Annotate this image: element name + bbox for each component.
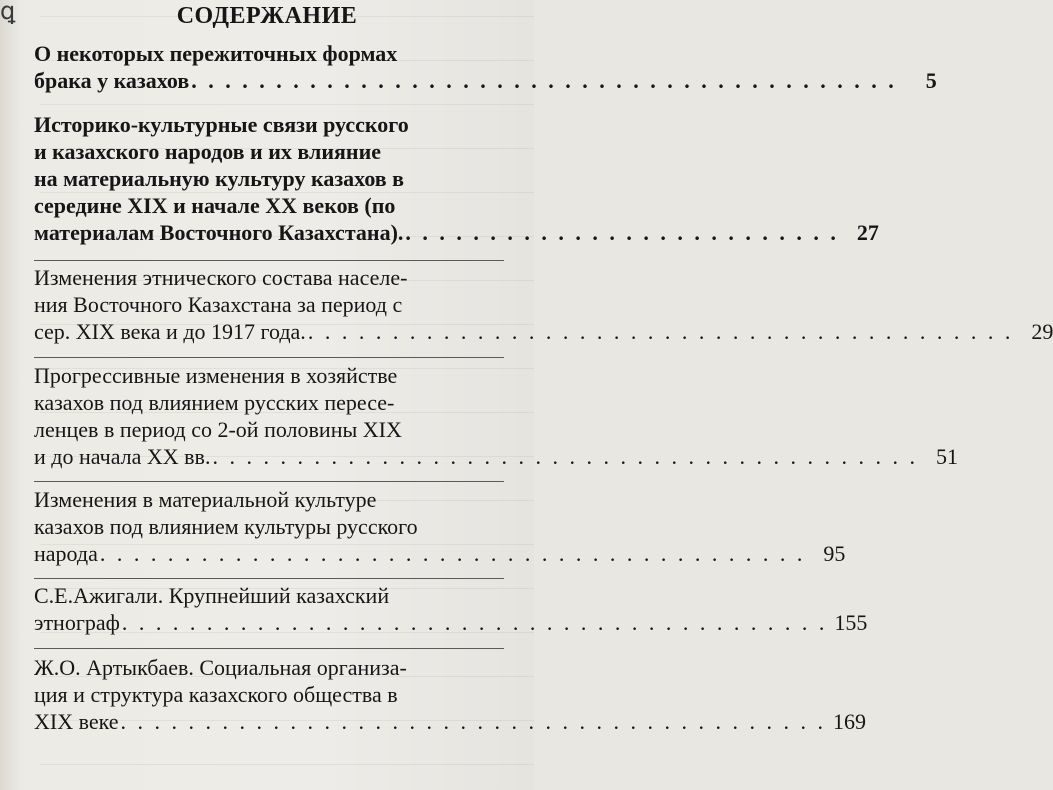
toc-entry-title-line: Изменения этнического состава населе- bbox=[34, 265, 408, 290]
dot-leader: . . . . . . . . . . . . . . . . . . . . . . . . . . . . . . . . . . . . . . . . . . bbox=[307, 319, 1014, 344]
toc-entry-title-line: ленцев в период со 2-ой половины XIX bbox=[34, 417, 402, 442]
toc-entry bbox=[34, 111, 879, 246]
toc-entry-title-line: казахов под влиянием русских пересе- bbox=[34, 390, 395, 415]
toc-entry-title-line: О некоторых пережиточных формах bbox=[34, 41, 398, 66]
toc-entry-title-line: XIX веке bbox=[34, 709, 119, 734]
toc-entry-title-line: сер. XIX века и до 1917 года. bbox=[34, 319, 306, 344]
toc-page-number: 27 bbox=[856, 220, 879, 245]
toc-page-number: 5 bbox=[925, 68, 937, 93]
toc-entry-title-line: Историко-культурные связи русского bbox=[34, 112, 409, 137]
toc-entry-title-line: ния Восточного Казахстана за период с bbox=[34, 292, 403, 317]
toc-page-number: 95 bbox=[823, 541, 846, 566]
toc-entry-title-line: казахов под влиянием культуры русского bbox=[34, 514, 418, 539]
toc-entry-title-line: на материальную культуру казахов в bbox=[34, 166, 405, 191]
entry-separator bbox=[34, 481, 504, 482]
toc-entry bbox=[34, 654, 867, 735]
toc-entry-title-line: брака у казахов bbox=[34, 68, 190, 93]
contents-heading: СОДЕРЖАНИЕ bbox=[176, 3, 358, 29]
toc-entry bbox=[34, 362, 958, 470]
page-corner-mark: ꝗ bbox=[0, 0, 16, 25]
dot-leader: . . . . . . . . . . . . . . . . . . . . . . . . . . . . . . . . . . . . . . . . . . bbox=[121, 610, 828, 635]
toc-page-number: 169 bbox=[833, 709, 867, 734]
toc-entry-title-line: середине XIX и начале XX веков (по bbox=[34, 193, 396, 218]
dot-leader: . . . . . . . . . . . . . . . . . . . . . . . . . . . . . . . . . . . . . . . . . . bbox=[191, 68, 897, 93]
toc-entry-title-line: Прогрессивные изменения в хозяйстве bbox=[34, 363, 398, 388]
dot-leader: . . . . . . . . . . . . . . . . . . . . . . . . . . . . . . . . . . . . . . . . . . bbox=[212, 444, 918, 469]
dot-leader: . . . . . . . . . . . . . . . . . . . . . . . . . . . . . . . . . . . . . . . . . . bbox=[120, 709, 827, 734]
toc-entry-title-line: С.Е.Ажигали. Крупнейший казахский bbox=[34, 583, 390, 608]
toc-entry-title-line: народа bbox=[34, 541, 98, 566]
toc-entry bbox=[34, 40, 937, 94]
toc-entry-title-line: материалам Восточного Казахстана). bbox=[34, 220, 404, 245]
toc-entry bbox=[34, 264, 1053, 345]
dot-leader: . . . . . . . . . . . . . . . . . . . . . . . . . . bbox=[405, 220, 839, 245]
toc-entry-title-line: и до начала XX вв. bbox=[34, 444, 211, 469]
toc-page-number: 51 bbox=[935, 444, 958, 469]
toc-entry-title-line: этнограф bbox=[34, 610, 120, 635]
toc-entry bbox=[34, 582, 868, 636]
toc-entry-title-line: ция и структура казахского общества в bbox=[34, 682, 398, 707]
toc-entry-title-line: Изменения в материальной культуре bbox=[34, 487, 377, 512]
entry-separator bbox=[34, 648, 504, 649]
dot-leader: . . . . . . . . . . . . . . . . . . . . . . . . . . . . . . . . . . . . . . . . . . bbox=[99, 541, 806, 566]
toc-entry-title-line: и казахского народов и их влияние bbox=[34, 139, 382, 164]
entry-separator bbox=[34, 578, 504, 579]
toc-page-number: 29 bbox=[1031, 319, 1053, 344]
toc-entry-title-line: Ж.О. Артыкбаев. Социальная организа- bbox=[34, 655, 407, 680]
toc-page-number: 155 bbox=[834, 610, 868, 635]
entry-separator bbox=[34, 357, 504, 358]
entry-separator bbox=[34, 260, 504, 261]
toc-entry bbox=[34, 486, 846, 567]
